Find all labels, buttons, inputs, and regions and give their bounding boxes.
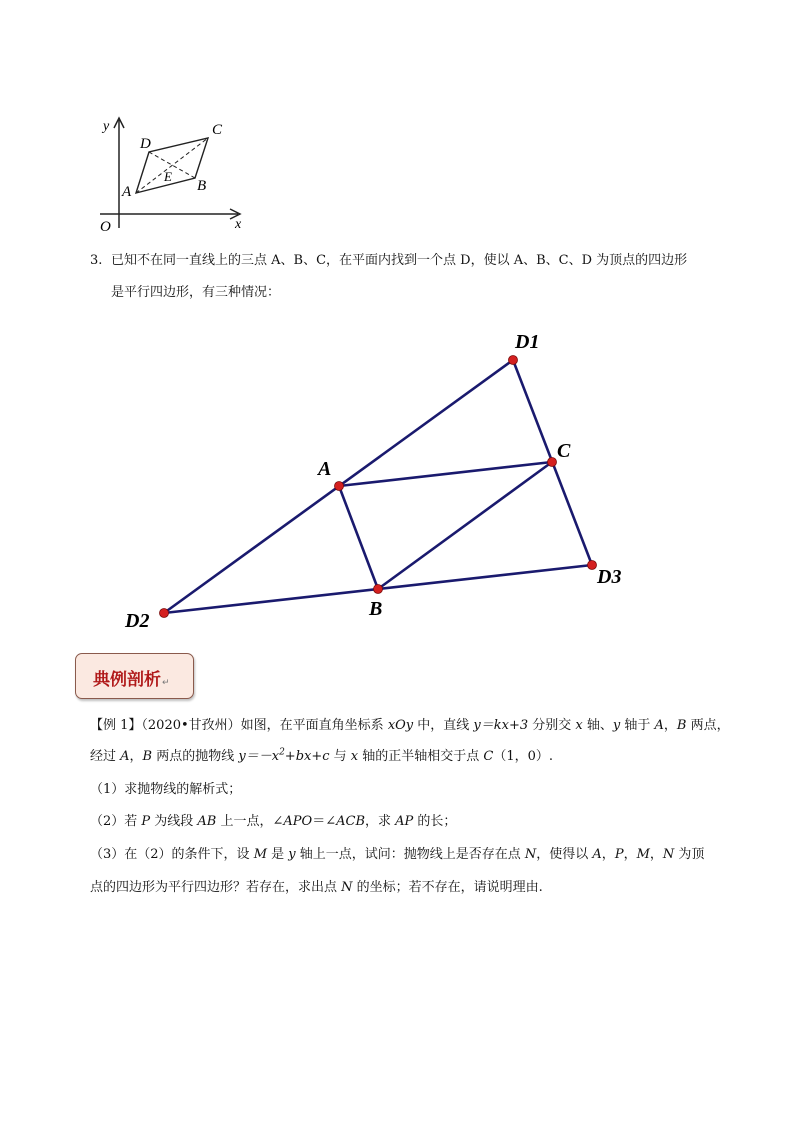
axis-label-x: x (235, 217, 242, 232)
paragraph-mark: ↵ (162, 678, 170, 688)
example-source: （2020•甘孜州） (141, 718, 241, 733)
question-3-line-2: 点的四边形为平行四边形？若存在，求出点 N 的坐标；若不存在，请说明理由. (90, 880, 543, 895)
line-equation: y＝kx+3 (473, 718, 529, 733)
point-label-d: D (140, 136, 151, 152)
label-b: B (369, 598, 383, 620)
point-label-a: A (122, 184, 132, 200)
label-c: C (557, 440, 571, 462)
figure-coordinate-parallelogram (92, 112, 252, 236)
point-b (374, 585, 383, 594)
example-1-line-2: 经过 A，B 两点的抛物线 $y=-x^2+bx+c$ 与 x 轴的正半轴相交于点 C（1，0）. (90, 747, 554, 764)
axis-label-y: y (103, 119, 110, 134)
figure-three-parallelograms (110, 322, 650, 642)
label-d2: D2 (125, 610, 150, 632)
example-1-line-1: 【例 1】（2020•甘孜州）如图，在平面直角坐标系 xOy 中，直线 y＝kx+3 分别交 x 轴、y 轴于 A，B 两点， (90, 718, 730, 733)
parabola-equation: $y=-x^2+bx+c$ (238, 747, 330, 764)
point-d1 (509, 356, 518, 365)
item-3-number: 3. (90, 253, 103, 268)
segment-a-b (339, 486, 378, 589)
section-header-box (75, 653, 194, 699)
origin-label: O (100, 219, 111, 235)
label-d3: D3 (597, 566, 622, 588)
point-a (335, 482, 344, 491)
point-label-b: B (197, 178, 207, 194)
point-label-c: C (212, 122, 223, 138)
question-1: （1）求抛物线的解析式； (90, 782, 242, 797)
point-d3 (588, 561, 597, 570)
point-d2 (160, 609, 169, 618)
point-c (548, 458, 557, 467)
item-3-line-2: 是平行四边形，有三种情况： (111, 285, 281, 300)
point-label-e: E (164, 169, 172, 184)
example-tag: 【例 1】 (90, 718, 142, 733)
question-3-line-1: （3）在（2）的条件下，设 M 是 y 轴上一点，试问：抛物线上是否存在点 N，使得以 A，P，M，N 为顶 (90, 847, 705, 862)
label-d1: D1 (515, 331, 540, 353)
label-a: A (318, 458, 332, 480)
item-3-line-1: 已知不在同一直线上的三点 A、B、C，在平面内找到一个点 D，使以 A、B、C、D 为顶点的四边形 (111, 253, 688, 268)
segment-a-c (339, 462, 552, 486)
question-2: （2）若 P 为线段 AB 上一点，∠APO＝∠ACB，求 AP 的长； (90, 814, 457, 829)
section-title: 典例剖析↵ (93, 670, 170, 690)
segment-b-c (378, 462, 552, 589)
